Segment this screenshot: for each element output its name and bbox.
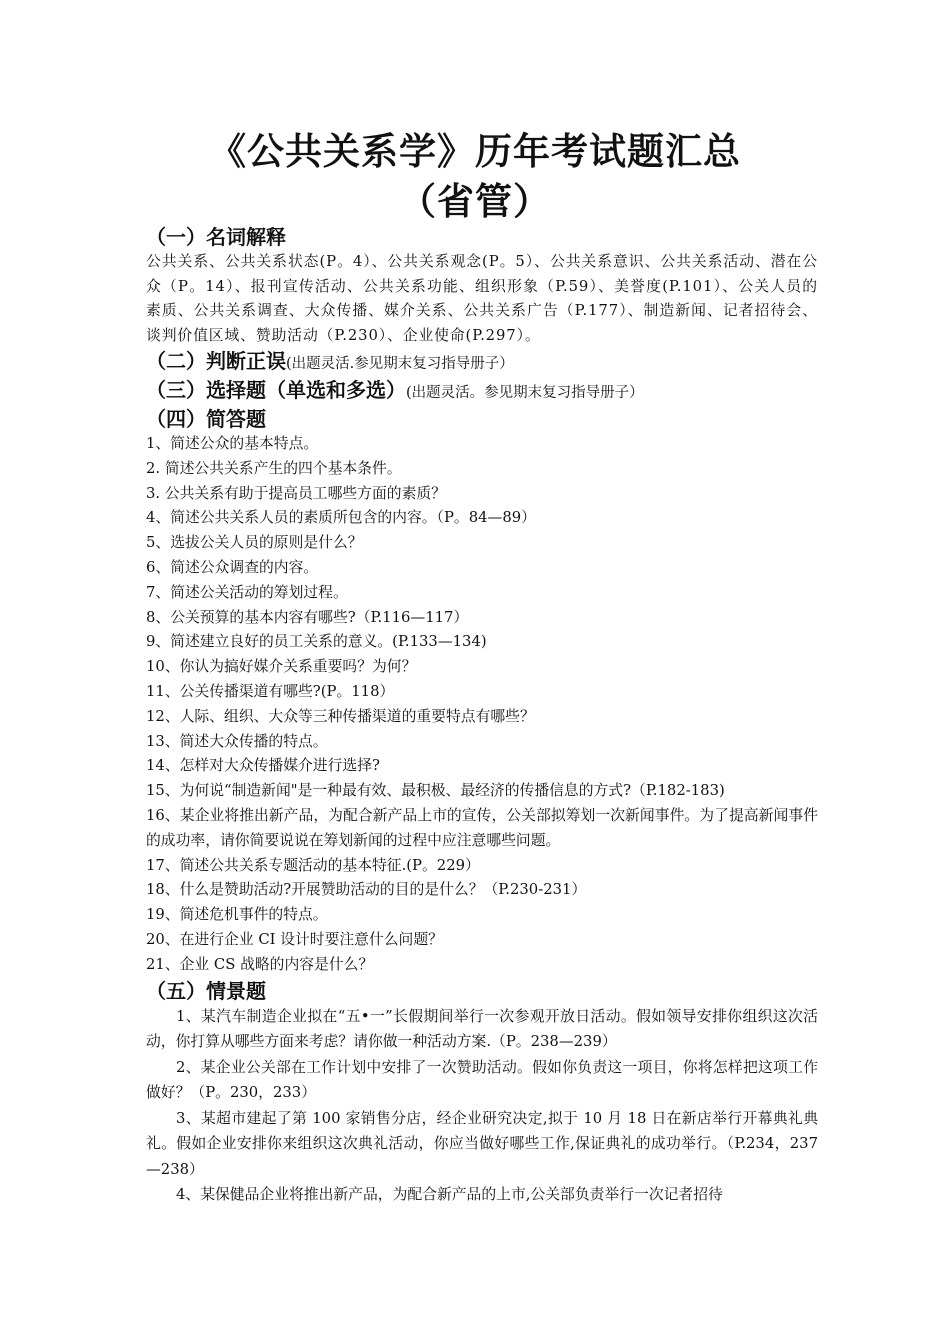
question-item: 15、为何说“制造新闻"是一种最有效、最积极、最经济的传播信息的方式?（P.182-183) (146, 782, 725, 800)
question-item: 1、简述公众的基本特点。 (146, 435, 319, 452)
doc-body (146, 224, 818, 1208)
question-item: 14、怎样对大众传播媒介进行选择? (146, 757, 380, 775)
question-item: 10、你认为搞好媒介关系重要吗？为何？ (146, 658, 417, 676)
scenario-item: 4、某保健品企业将推出新产品，为配合新产品的上市,公关部负责举行一次记者招待 (176, 1186, 723, 1204)
question-item: 2. 简述公共关系产生的四个基本条件。 (146, 459, 402, 477)
question-item: 19、简述危机事件的特点。 (146, 906, 328, 924)
scenario-item: 1、某汽车制造企业拟在“五•一”长假期间举行一次参观开放日活动。假如领导安排你组织这次活动，你打算从哪些方面来考虑？请你做一种活动方案.（P。238—239） (146, 1007, 818, 1051)
section-title: （二）判断正误 (146, 349, 286, 373)
question-item: 7、简述公关活动的筹划过程。 (146, 583, 348, 601)
section-heading-short-answer: （四）简答题 (146, 407, 266, 431)
section-heading-terms: （一）名词解释 (146, 225, 286, 249)
question-item: 9、简述建立良好的员工关系的意义。(P.133—134) (146, 633, 487, 651)
scenario-item: 3、某超市建起了第 100 家销售分店，经企业研究决定,拟于 10 月 18 日在新店举行开幕典礼典礼。假如企业安排你来组织这次典礼活动，你应当做好哪些工作,保证典礼的成功举行。（P.234，237—238） (146, 1109, 818, 1178)
terms-paragraph: 公共关系、公共关系状态(P。4）、公共关系观念(P。5）、公共关系意识、公共关系活动、潜在公众（P。14）、报刊宣传活动、公共关系功能、组织形象（P.59）、美誉度(P.101）、公关人员的素质、公共关系调查、大众传播、媒介关系、公共关系广告（P.177）、制造新闻、记者招待会、谈判价值区域、赞助活动（P.230）、企业使命(P.297）。 (146, 253, 818, 344)
section-note: (出题灵活.参见期末复习指导册子） (286, 356, 514, 372)
question-item: 11、公关传播渠道有哪些?(P。118） (146, 682, 395, 700)
question-item: 3. 公共关系有助于提高员工哪些方面的素质？ (146, 484, 446, 502)
question-item: 21、企业 CS 战略的内容是什么？ (146, 955, 374, 973)
question-item: 6、简述公众调查的内容。 (146, 558, 319, 576)
question-item: 17、简述公共关系专题活动的基本特征.(P。229） (146, 856, 480, 874)
section-heading-scenario: （五）情景题 (146, 978, 266, 1003)
doc-subtitle: （省管） (399, 180, 551, 223)
question-item: 4、简述公共关系人员的素质所包含的内容。（P。84—89） (146, 509, 536, 527)
question-item: 12、人际、组织、大众等三种传播渠道的重要特点有哪些？ (146, 707, 535, 725)
question-item: 20、在进行企业 CI 设计时要注意什么问题？ (146, 930, 443, 948)
section-heading-true-false (146, 348, 818, 377)
question-item: 5、选拔公关人员的原则是什么？ (146, 534, 363, 552)
question-item: 13、简述大众传播的特点。 (146, 732, 328, 750)
doc-title: 《公共关系学》历年考试题汇总 (209, 130, 741, 173)
question-item: 8、公关预算的基本内容有哪些?（P.116—117） (146, 608, 469, 626)
section-note: (出题灵活。参见期末复习指导册子） (406, 385, 644, 401)
scenario-item: 2、某企业公关部在工作计划中安排了一次赞助活动。假如你负责这一项目，你将怎样把这项工作做好？（P。230，233） (146, 1058, 818, 1102)
section-heading-choice (146, 377, 818, 406)
question-item: 18、什么是赞助活动?开展赞助活动的目的是什么？（P.230-231） (146, 881, 587, 899)
question-item: 16、某企业将推出新产品，为配合新产品上市的宣传，公关部拟筹划一次新闻事件。为了提高新闻事件的成功率，请你简要说说在筹划新闻的过程中应注意哪些问题。 (146, 806, 818, 849)
section-title: （三）选择题（单选和多选） (146, 378, 406, 402)
